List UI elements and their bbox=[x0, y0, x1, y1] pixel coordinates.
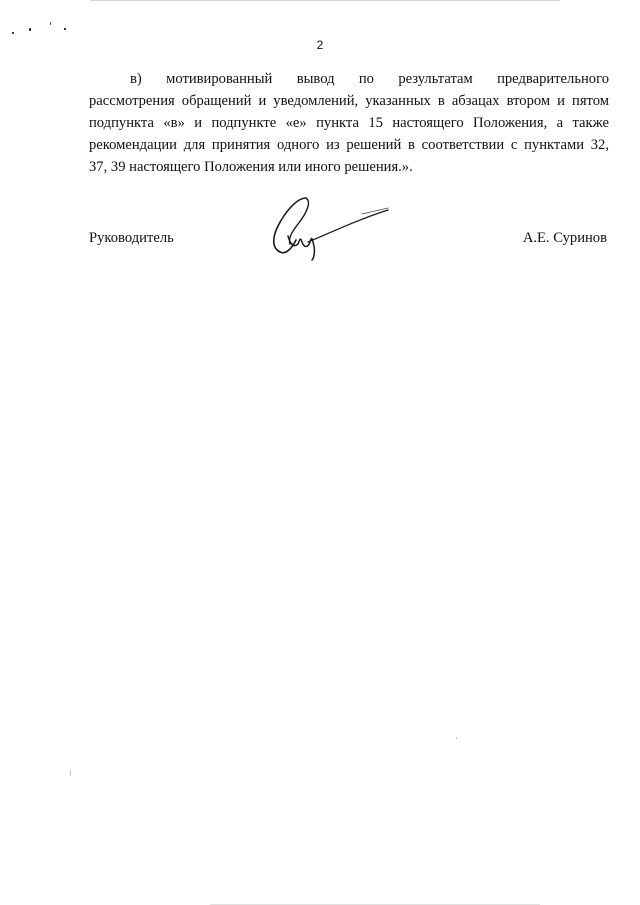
scan-specks bbox=[12, 18, 82, 38]
paragraph-line-5: 37, 39 настоящего Положения или иного решения.». bbox=[89, 159, 413, 175]
paragraph-line-3: подпункта «в» и подпункте «е» пункта 15 настоящего Положения, а также bbox=[89, 115, 609, 131]
paragraph-line-2: рассмотрения обращений и уведомлений, указанных в абзацах втором и пятом bbox=[89, 93, 609, 109]
word: предварительного bbox=[497, 71, 609, 87]
body-paragraph bbox=[89, 68, 609, 178]
word: вывод bbox=[296, 71, 335, 87]
scan-mark bbox=[456, 737, 457, 739]
word: по bbox=[358, 71, 374, 87]
paragraph-line-1 bbox=[89, 68, 609, 90]
page-number: 2 bbox=[316, 38, 324, 52]
signer-position: Руководитель bbox=[89, 230, 174, 246]
signer-name: А.Е. Суринов bbox=[522, 230, 607, 246]
handwritten-signature bbox=[262, 192, 392, 262]
scan-mark bbox=[70, 770, 71, 776]
word: мотивированный bbox=[166, 71, 273, 87]
word: в) bbox=[130, 71, 142, 87]
word: результатам bbox=[398, 71, 473, 87]
scan-edge-top bbox=[90, 0, 560, 1]
paragraph-line-4: рекомендации для принятия одного из решений в соответствии с пунктами 32, bbox=[89, 137, 609, 153]
